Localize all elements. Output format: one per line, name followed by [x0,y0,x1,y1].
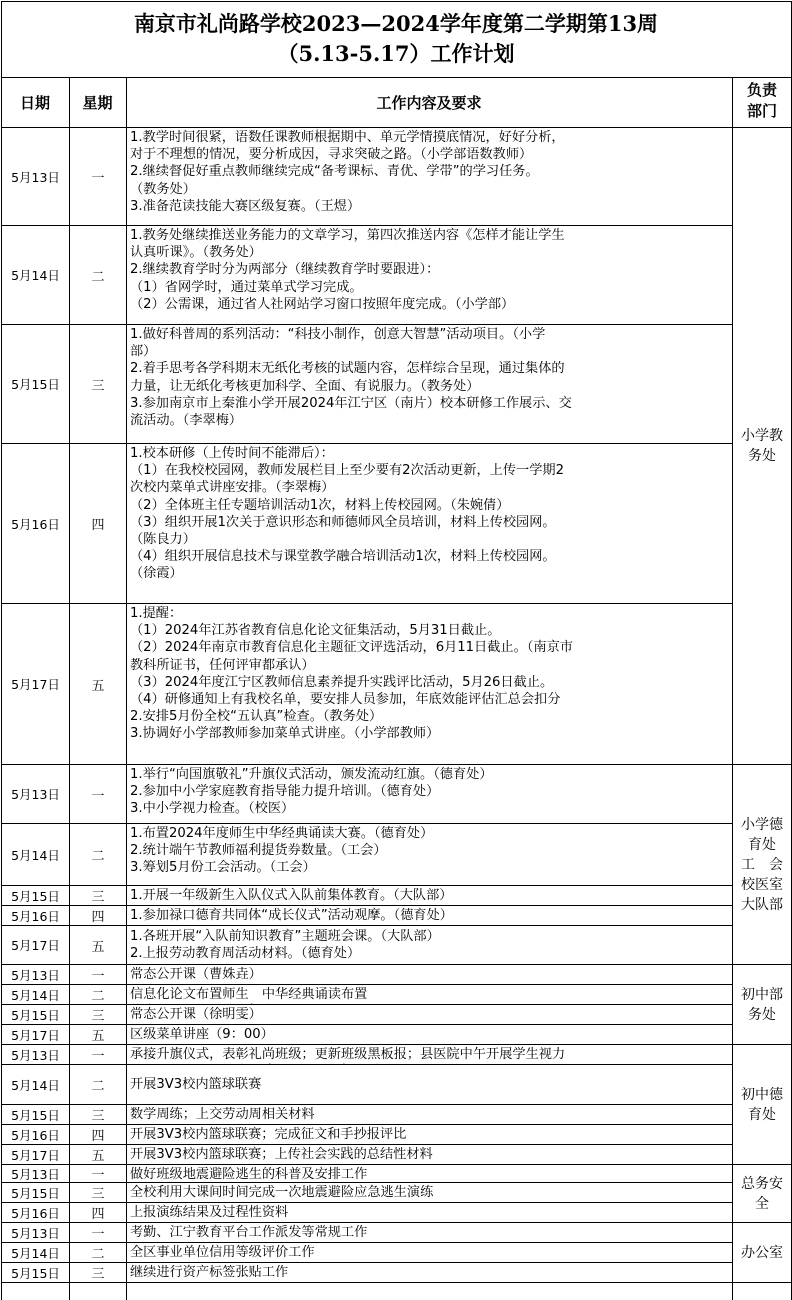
task-line: 常态公开课（曹姝垚） [130,967,262,982]
task-line: 1.开展一年级新生入队仪式入队前集体教育。（大队部） [130,888,453,903]
task-line: 1.布置2024年度师生中华经典诵读大赛。（德育处） [130,826,434,841]
task-line: （教务处） [130,181,196,197]
row-weekday: 二 [91,989,105,1004]
row-weekday: 五 [91,939,105,955]
task-line: 开展3V3校内篮球联赛；上传社会实践的总结性材料 [130,1147,433,1162]
task-content [127,444,732,603]
task-line: 考勤、江宁教育平台工作派发等常规工作 [130,1225,368,1240]
task-line: 开展3V3校内篮球联赛 [130,1077,262,1092]
header-department [732,77,792,127]
task-line: 信息化论文布置师生 中华经典诵读布置 [130,987,368,1002]
task-line: （徐霞） [130,566,183,582]
task-content [127,128,732,225]
row-weekday: 二 [91,1079,105,1094]
task-content [127,1165,732,1182]
row-date: 5月15日 [11,888,60,904]
header-weekday: 星期 [82,93,113,112]
department-name-line: 育处 [748,836,776,853]
task-content [127,325,732,443]
task-content [127,1223,732,1242]
row-date: 5月15日 [11,377,60,392]
task-content [127,604,732,764]
row-weekday: 四 [91,910,105,925]
department-name-line: 初中德 [741,1086,783,1103]
task-content [127,1005,732,1024]
task-line: 继续进行资产标签张贴工作 [130,1265,289,1280]
task-content [127,1243,732,1262]
row-weekday: 一 [91,969,105,984]
row-date: 5月17日 [11,938,60,953]
task-content [127,1045,732,1064]
document-title-line1: 南京市礼尚路学校2023—2024学年度第二学期第13周 [133,11,659,36]
task-line [130,1003,732,1004]
task-line: 3.参加南京市上秦淮小学开展2024年江宁区（南片）校本研修工作展示、交 [130,395,572,411]
department-name-line: 育处 [748,1106,776,1123]
department-cell [733,128,791,764]
department-cell [733,765,791,964]
task-line: （4）组织开展信息技术与课堂教学融合培训活动1次，材料上传校园网。 [130,549,556,565]
task-line: （2）公需课，通过省人社网站学习窗口按照年度完成。（小学部） [130,296,515,312]
task-line: （1）2024年江苏省教育信息化论文征集活动，5月31日截止。 [130,623,501,639]
task-line: 1.校本研修（上传时间不能滞后）： [130,446,334,461]
row-weekday: 二 [91,269,105,285]
task-content [127,226,732,324]
task-line: （1）在我校校园网，教师发展栏目上至少要有2次活动更新，上传一学期2 [130,463,564,479]
task-content [127,906,732,925]
task-line: 力量，让无纸化考核更加科学、全面、有说服力。（教务处） [130,378,480,394]
task-line: 2.上报劳动教育周活动材料。（德育处） [130,946,361,962]
task-line: 1.举行“向国旗敬礼”升旗仪式活动，颁发流动红旗。（德育处） [130,767,493,782]
row-weekday: 四 [91,1129,105,1144]
department-name-line: 务处 [748,448,776,464]
department-name-line: 总务安 [741,1175,783,1192]
task-line: （陈良力） [130,531,196,547]
task-line: 流活动。（李翠梅） [130,412,243,428]
task-line: 常态公开课（徐明雯） [130,1007,262,1022]
row-weekday: 三 [91,1109,105,1124]
department-name-line: 工 会 [741,856,783,873]
row-date: 5月13日 [11,787,60,802]
department-cell [733,1165,791,1222]
row-date: 5月16日 [11,516,60,532]
row-weekday: 一 [91,788,105,804]
task-content [127,1263,732,1282]
task-content [127,824,732,885]
row-date: 5月13日 [11,1166,60,1182]
task-line: 1.各班开展“入队前知识教育”主题班会课。（大队部） [130,929,440,944]
department-name-line: 务处 [748,1006,776,1023]
task-line: 2.继续教育学时分为两部分（继续教育学时要跟进）： [130,262,440,278]
task-line: 3.中小学视力检查。（校医） [130,801,295,817]
task-content [127,1125,732,1144]
task-line: 全校利用大课间时间完成一次地震避险应急逃生演练 [130,1185,434,1200]
department-name-line: 大队部 [741,896,783,913]
department-cell [733,1045,791,1164]
row-weekday: 一 [91,171,105,186]
row-weekday: 二 [91,1247,105,1262]
task-line: 次校内菜单式讲座安排。（李翠梅） [130,480,335,496]
task-line: 区级菜单讲座（9：00） [130,1027,274,1042]
department-name-line: 全 [755,1195,769,1212]
row-weekday: 三 [91,890,105,905]
row-weekday: 三 [91,1267,105,1282]
task-content [127,1065,732,1104]
row-weekday: 一 [91,1227,105,1242]
row-date: 5月17日 [11,1147,60,1163]
task-content [127,985,732,1004]
task-line: （3）2024年度江宁区教师信息素养提升实践评比活动，5月26日截止。 [130,674,554,690]
task-line: 3.筹划5月份工会活动。（工会） [130,860,316,876]
task-line: 对于不理想的情况，要分析成因，寻求突破之路。（小学部语数教师） [130,147,533,163]
row-weekday: 五 [91,678,105,694]
task-line: （2）全体班主任专题培训活动1次，材料上传校园网。（朱婉倩） [130,497,510,513]
task-line: 教科所证书，任何评审都承认） [130,657,315,673]
task-content [127,965,732,984]
task-content [127,886,732,905]
task-line: 3.协调好小学部教师参加菜单式讲座。（小学部教师） [130,726,440,742]
task-content [127,1145,732,1164]
task-line: 1.做好科普周的系列活动：“科技小制作，创意大智慧”活动项目。（小学 [130,327,546,342]
row-date: 5月13日 [11,1225,60,1241]
department-cell [733,1223,791,1282]
department-name-line: 初中部 [741,986,783,1003]
row-date: 5月14日 [11,847,60,863]
task-line: 3.准备范读技能大赛区级复赛。（王煜） [130,198,361,214]
row-weekday: 三 [91,1187,105,1202]
task-line: 部） [130,344,157,360]
task-line: （2）2024年南京市教育信息化主题征文评选活动，6月11日截止。（南京市 [130,640,573,656]
task-line: 1.参加禄口德育共同体“成长仪式”活动观摩。（德育处） [130,908,453,923]
row-weekday: 五 [91,1149,105,1164]
row-date: 5月13日 [11,1047,60,1063]
department-name-line: 小学教 [741,428,783,444]
row-date: 5月15日 [11,1185,60,1201]
row-date: 5月14日 [11,987,60,1003]
task-line: 认真听课》。（教务处） [130,245,262,261]
table-border-top [1,1,792,2]
task-content [127,1025,732,1044]
title-divider [1,77,792,78]
row-date: 5月14日 [11,268,60,283]
task-line: 2.统计端午节教师福利提货券数量。（工会） [130,843,387,859]
row-date: 5月15日 [11,1007,60,1023]
header-department-line1: 负责 [746,81,777,99]
department-divider [732,1282,792,1283]
header-date: 日期 [19,93,50,112]
task-line: 承接升旗仪式，表彰礼尚班级；更新班级黑板报；县医院中午开展学生视力 [130,1047,566,1062]
task-content [127,1183,732,1202]
header-content: 工作内容及要求 [376,93,482,112]
task-line [130,1063,732,1064]
row-date: 5月13日 [11,967,60,983]
row-weekday: 四 [91,518,105,533]
row-date: 5月17日 [11,677,60,692]
row-date: 5月15日 [11,1107,60,1123]
row-weekday: 四 [91,1207,105,1222]
document-title-line2: （5.13-5.17）工作计划 [277,41,515,66]
task-line: 1.教学时间很紧，语数任课教师根据期中、单元学情摸底情况，好好分析， [130,130,565,145]
row-date: 5月16日 [11,1205,60,1221]
department-name-line: 办公室 [741,1244,783,1261]
row-weekday: 一 [91,1168,105,1182]
task-line: 做好班级地震避险逃生的科普及安排工作 [130,1167,368,1182]
task-content [127,765,732,823]
task-line: （3）组织开展1次关于意识形态和师德师风全员培训，材料上传校园网。 [130,514,556,530]
task-content [127,926,732,964]
task-line: （1）省网学时，通过菜单式学习完成。 [130,279,363,295]
task-line: 2.参加中小学家庭教育指导能力提升培训。（德育处） [130,784,440,800]
task-content [127,1105,732,1124]
task-line: 1.教务处继续推送业务能力的文章学习，第四次推送内容《怎样才能让学生 [130,228,565,243]
task-line: 全区事业单位信用等级评价工作 [130,1245,315,1260]
task-line: （4）研修通知上有我校名单，要安排人员参加，年底效能评估汇总会扣分 [130,691,561,707]
row-weekday: 三 [91,1009,105,1024]
row-date: 5月16日 [11,908,60,924]
task-line: 2.安排5月份全校“五认真”检查。（教务处） [130,709,383,725]
task-line: 1.提醒： [130,606,183,621]
header-department-line2: 部门 [746,102,777,120]
row-weekday: 二 [91,849,105,864]
row-date: 5月17日 [11,1027,60,1043]
task-content [127,1203,732,1222]
task-line: 2.着手思考各学科期末无纸化考核的试题内容，怎样综合呈现，通过集体的 [130,361,565,377]
row-weekday: 一 [91,1049,105,1064]
task-line: 上报演练结果及过程性资料 [130,1205,289,1220]
row-date: 5月15日 [11,1265,60,1281]
row-date: 5月14日 [11,1077,60,1093]
task-line: 2.继续督促好重点教师继续完成“备考课标、青优、学带”的学习任务。 [130,164,539,180]
task-line: 数学周练；上交劳动周相关材料 [130,1107,315,1122]
row-date: 5月16日 [11,1127,60,1143]
row-date: 5月13日 [11,169,60,185]
row-weekday: 五 [91,1029,105,1044]
department-name-line: 小学德 [741,816,783,833]
row-date: 5月14日 [11,1245,60,1261]
department-cell [733,965,791,1044]
row-divider [1,1282,733,1283]
task-line: 开展3V3校内篮球联赛；完成征文和手抄报评比 [130,1127,407,1142]
department-name-line: 校医室 [741,876,783,893]
row-weekday: 三 [91,378,105,394]
